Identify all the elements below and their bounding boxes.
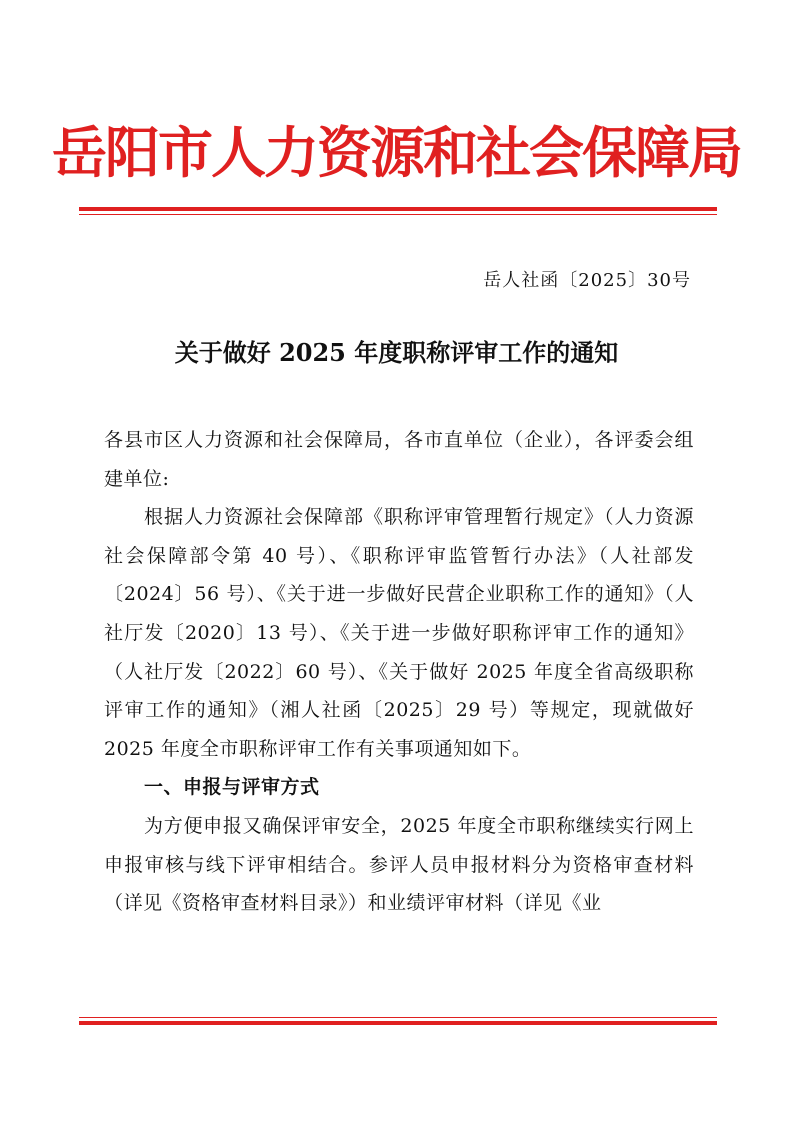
document-number: 岳人社函〔2025〕30号 <box>483 270 691 291</box>
document-title: 关于做好 2025 年度职称评审工作的通知 <box>174 338 619 367</box>
intro-paragraph: 根据人力资源社会保障部《职称评审管理暂行规定》（人力资源社会保障部令第 40 号）、《职称评审监管暂行办法》（人社部发〔2024〕56 号）、《关于进一步做好民营企业职称工作的通知》（人社厅发〔2020〕13 号）、《关于进一步做好职称评审工作的通知》（人社厅发〔2022〕60 号）、《关于做好 2025 年度全省高级职称评审工作的通知》（湘人社函〔2025〕29 号）等规定，现就做好 2025 年度全市职称评审工作有关事项通知如下。 <box>104 506 694 760</box>
header-rule-thin <box>79 214 717 215</box>
header-rule-thick <box>79 207 717 211</box>
section-heading: 一、申报与评审方式 <box>144 776 320 799</box>
footer-rule-thin <box>79 1017 717 1018</box>
document-body <box>104 421 694 923</box>
recipients-line: 各县市区人力资源和社会保障局，各市直单位（企业），各评委会组建单位: <box>104 429 694 490</box>
section-paragraph: 为方便申报又确保评审安全，2025 年度全市职称继续实行网上申报审核与线下评审相结合。参评人员申报材料分为资格审查材料（详见《资格审查材料目录》）和业绩评审材料（详见《业 <box>104 814 694 915</box>
footer-rule-thick <box>79 1021 717 1025</box>
agency-letterhead-title: 岳阳市人力资源和社会保障局 <box>51 120 741 185</box>
